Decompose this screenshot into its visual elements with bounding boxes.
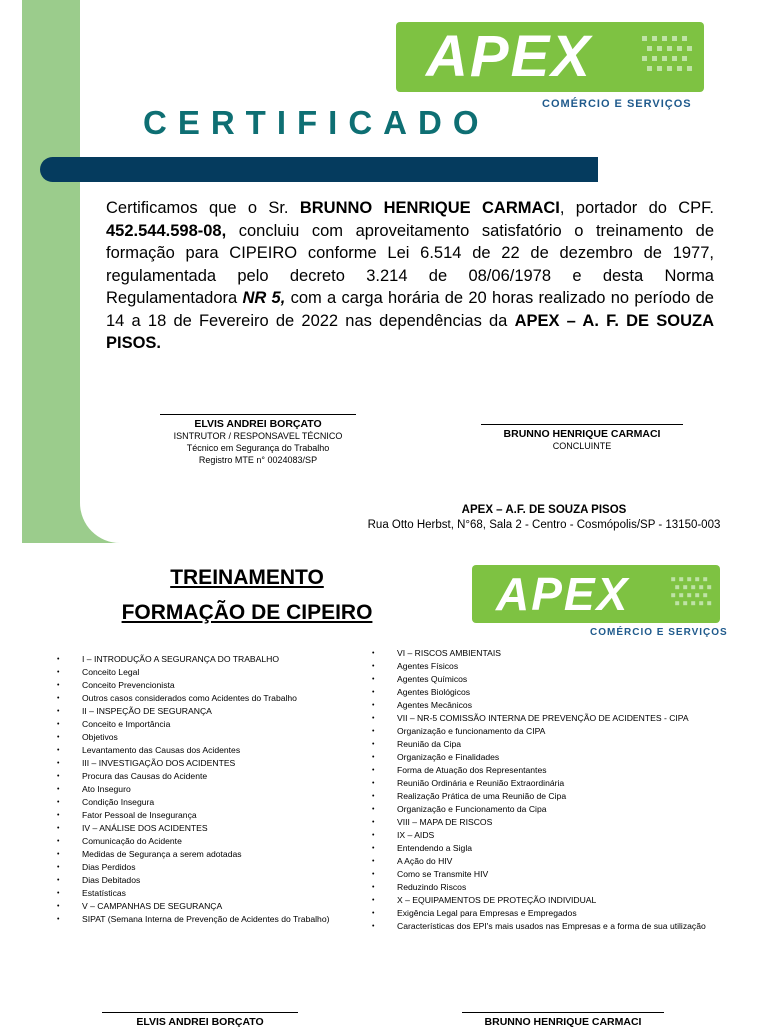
graduate-signature [462,424,702,452]
certificate-title: CERTIFICADO [143,104,490,141]
company-name: APEX – A.F. DE SOUZA PISOS [461,504,627,516]
list-item: • Dias Perdidos [57,861,329,874]
list-item: • A Ação do HIV [372,855,706,868]
list-item: • Organização e Finalidades [372,751,706,764]
list-item: • Conceito Prevencionista [57,679,329,692]
list-item: • V – CAMPANHAS DE SEGURANÇA [57,900,329,913]
company-info [358,503,730,533]
apex-logo [396,22,706,114]
instructor-role: ISNTRUTOR / RESPONSAVEL TÉCNICO [173,431,343,441]
list-item: • Agentes Químicos [372,673,706,686]
certificate-body [106,197,714,355]
logo-wordmark: APEX [496,568,630,620]
training-topics-left [57,653,329,926]
logo-tagline: COMÉRCIO E SERVIÇOS [590,627,728,638]
logo-pattern-icon [638,32,698,82]
instructor-name: ELVIS ANDREI BORÇATO [194,418,322,430]
footer-instructor-name: ELVIS ANDREI BORÇATO [136,1016,264,1028]
list-item: • IV – ANÁLISE DOS ACIDENTES [57,822,329,835]
logo-pattern-icon [668,573,716,615]
instructor-signature [140,414,376,466]
list-item: • Características dos EPI's mais usados nas Empresas e a forma de sua utilização [372,920,706,933]
list-item: • Organização e Funcionamento da Cipa [372,803,706,816]
list-item: • VIII – MAPA DE RISCOS [372,816,706,829]
list-item: • VI – RISCOS AMBIENTAIS [372,647,706,660]
body-text-2: , portador do CPF. [559,199,714,217]
body-text-4: com a carga horária de 20 horas realizado no período de 14 a 18 de Fevereiro de 2022 nas dependências da [106,289,714,330]
list-item: • II – INSPEÇÃO DE SEGURANÇA [57,705,329,718]
body-text-3: concluiu com aproveitamento satisfatório o treinamento de formação para CIPEIRO conforme Lei 6.514 de 22 de dezembro de 1977, regulamentada pelo decreto 3.214 de 08/06/1978 e desta Norma Regulamentadora [106,221,714,307]
footer-instructor-signature [100,1012,300,1028]
student-name: BRUNNO HENRIQUE CARMACI [299,199,560,217]
list-item: • Como se Transmite HIV [372,868,706,881]
list-item: • X – EQUIPAMENTOS DE PROTEÇÃO INDIVIDUAL [372,894,706,907]
company-reference: APEX – A. F. DE SOUZA PISOS. [106,311,714,352]
logo-wordmark: APEX [426,24,592,89]
training-topics-right [372,647,706,933]
norm-reference: NR 5, [242,289,286,307]
decorative-blue-bar [40,157,598,182]
graduate-name: BRUNNO HENRIQUE CARMACI [503,428,661,440]
apex-logo-small [472,565,728,641]
list-item: • Realização Prática de uma Reunião de Cipa [372,790,706,803]
list-item: • Reunião Ordinária e Reunião Extraordinária [372,777,706,790]
training-title-line2 [96,597,398,629]
list-item: • Exigência Legal para Empresas e Empregados [372,907,706,920]
list-item: • Agentes Físicos [372,660,706,673]
training-title-text-1: TREINAMENTO [170,566,324,589]
list-item: • Fator Pessoal de Insegurança [57,809,329,822]
list-item: • Condição Insegura [57,796,329,809]
body-text-1: Certificamos que o Sr. [106,199,300,217]
training-title-text-2: FORMAÇÃO DE CIPEIRO [121,601,373,624]
list-item: • Organização e funcionamento da CIPA [372,725,706,738]
list-item: • Estatísticas [57,887,329,900]
list-item: • Agentes Biológicos [372,686,706,699]
list-item: • Conceito e Importância [57,718,329,731]
list-item: • IX – AIDS [372,829,706,842]
company-address: Rua Otto Herbst, N°68, Sala 2 - Centro - Cosmópolis/SP - 13150-003 [367,519,721,531]
footer-graduate-signature [462,1012,664,1028]
training-title-line1 [96,562,398,594]
list-item: • SIPAT (Semana Interna de Prevenção de Acidentes do Trabalho) [57,913,329,926]
signature-line [102,1012,298,1013]
instructor-title: Técnico em Segurança do Trabalho [186,443,330,453]
instructor-registry: Registro MTE n° 0024083/SP [198,455,318,465]
list-item: • Entendendo a Sigla [372,842,706,855]
footer-graduate-name: BRUNNO HENRIQUE CARMACI [484,1016,642,1028]
graduate-role: CONCLUINTE [552,441,612,451]
list-item: • Reduzindo Riscos [372,881,706,894]
list-item: • Dias Debitados [57,874,329,887]
signature-line [462,1012,664,1013]
list-item: • Outros casos considerados como Acidentes do Trabalho [57,692,329,705]
list-item: • Ato Inseguro [57,783,329,796]
list-item: • Agentes Mecânicos [372,699,706,712]
list-item: • VII – NR-5 COMISSÃO INTERNA DE PREVENÇÃO DE ACIDENTES - CIPA [372,712,706,725]
list-item: • Reunião da Cipa [372,738,706,751]
signature-line [160,414,356,415]
list-item: • Forma de Atuação dos Representantes [372,764,706,777]
list-item: • I – INTRODUÇÃO A SEGURANÇA DO TRABALHO [57,653,329,666]
list-item: • Medidas de Segurança a serem adotadas [57,848,329,861]
list-item: • Conceito Legal [57,666,329,679]
list-item: • Procura das Causas do Acidente [57,770,329,783]
student-cpf: 452.544.598-08, [106,221,227,240]
list-item: • Objetivos [57,731,329,744]
list-item: • III – INVESTIGAÇÃO DOS ACIDENTES [57,757,329,770]
signature-line [481,424,683,425]
list-item: • Levantamento das Causas dos Acidentes [57,744,329,757]
list-item: • Comunicação do Acidente [57,835,329,848]
logo-tagline: COMÉRCIO E SERVIÇOS [542,98,692,110]
